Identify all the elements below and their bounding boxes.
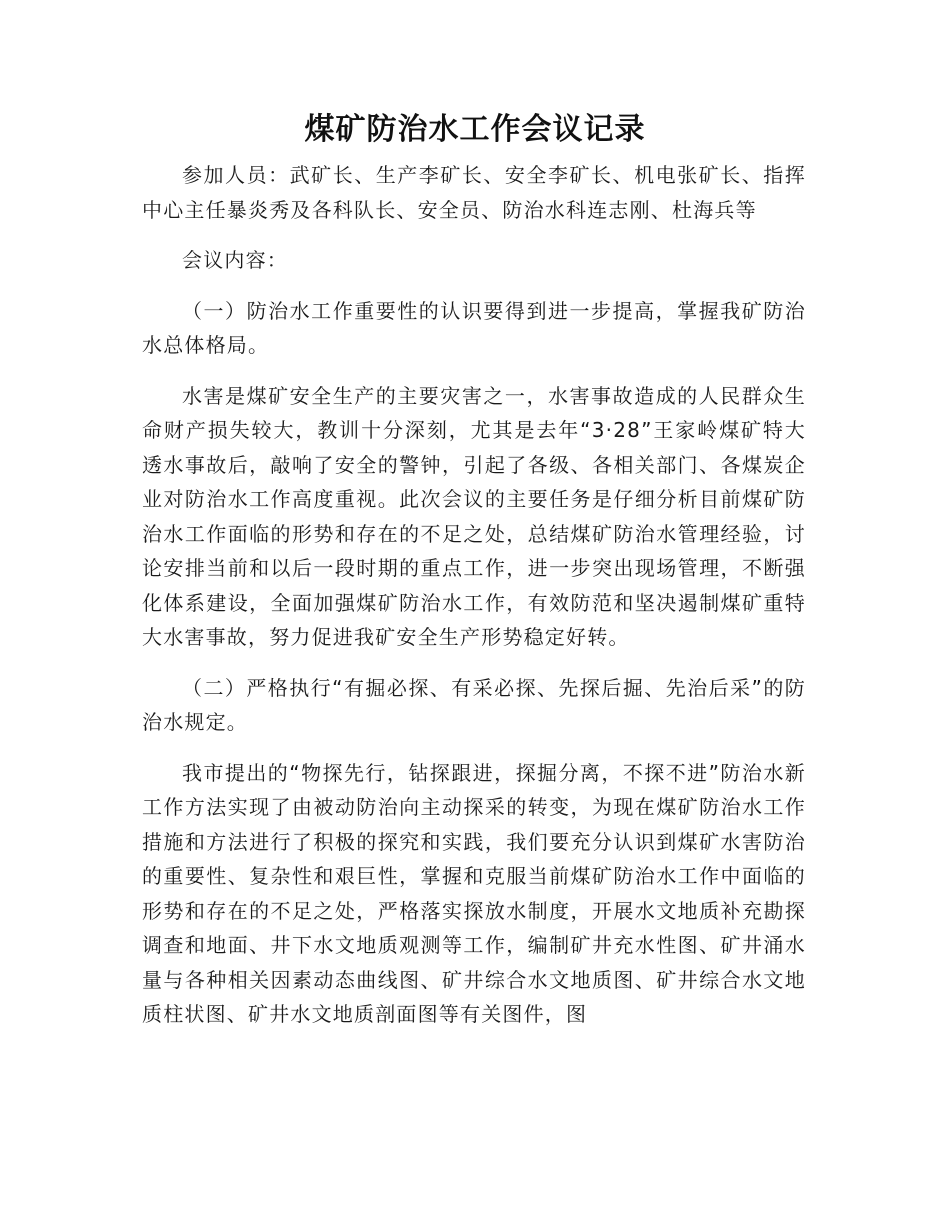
document-body: [142, 158, 806, 1044]
section-two-heading: （二）严格执行“有掘必探、有采必探、先探后掘、先治后采”的防治水规定。: [142, 675, 806, 734]
section-one-body: 水害是煤矿安全生产的主要灾害之一，水害事故造成的人民群众生命财产损失较大，教训十分深刻，尤其是去年“3·28”王家岭煤矿特大透水事故后，敲响了安全的警钟，引起了各级、各相关部门、各煤炭企业对防治水工作高度重视。此次会议的主要任务是仔细分析目前煤矿防治水工作面临的形势和存在的不足之处，总结煤矿防治水管理经验，讨论安排当前和以后一段时期的重点工作，进一步突出现场管理，不断强化体系建设，全面加强煤矿防治水工作，有效防范和坚决遏制煤矿重特大水害事故，努力促进我矿安全生产形势稳定好转。: [142, 383, 806, 649]
document-title: 煤矿防治水工作会议记录: [304, 112, 646, 147]
section-two-body: 我市提出的“物探先行，钻探跟进，探掘分离，不探不进”防治水新工作方法实现了由被动防治向主动探采的转变，为现在煤矿防治水工作措施和方法进行了积极的探究和实践，我们要充分认识到煤矿水害防治的重要性、复杂性和艰巨性，掌握和克服当前煤矿防治水工作中面临的形势和存在的不足之处，严格落实探放水制度，开展水文地质补充勘探调查和地面、井下水文地质观测等工作，编制矿井充水性图、矿井涌水量与各种相关因素动态曲线图、矿井综合水文地质图、矿井综合水文地质柱状图、矿井水文地质剖面图等有关图件，图: [142, 760, 806, 1026]
meeting-content-heading: 会议内容：: [182, 248, 288, 272]
attendees-paragraph: 参加人员：武矿长、生产李矿长、安全李矿长、机电张矿长、指挥中心主任暴炎秀及各科队长、安全员、防治水科连志刚、杜海兵等: [142, 163, 806, 222]
section-one-heading: （一）防治水工作重要性的认识要得到进一步提高，掌握我矿防治水总体格局。: [142, 298, 806, 357]
